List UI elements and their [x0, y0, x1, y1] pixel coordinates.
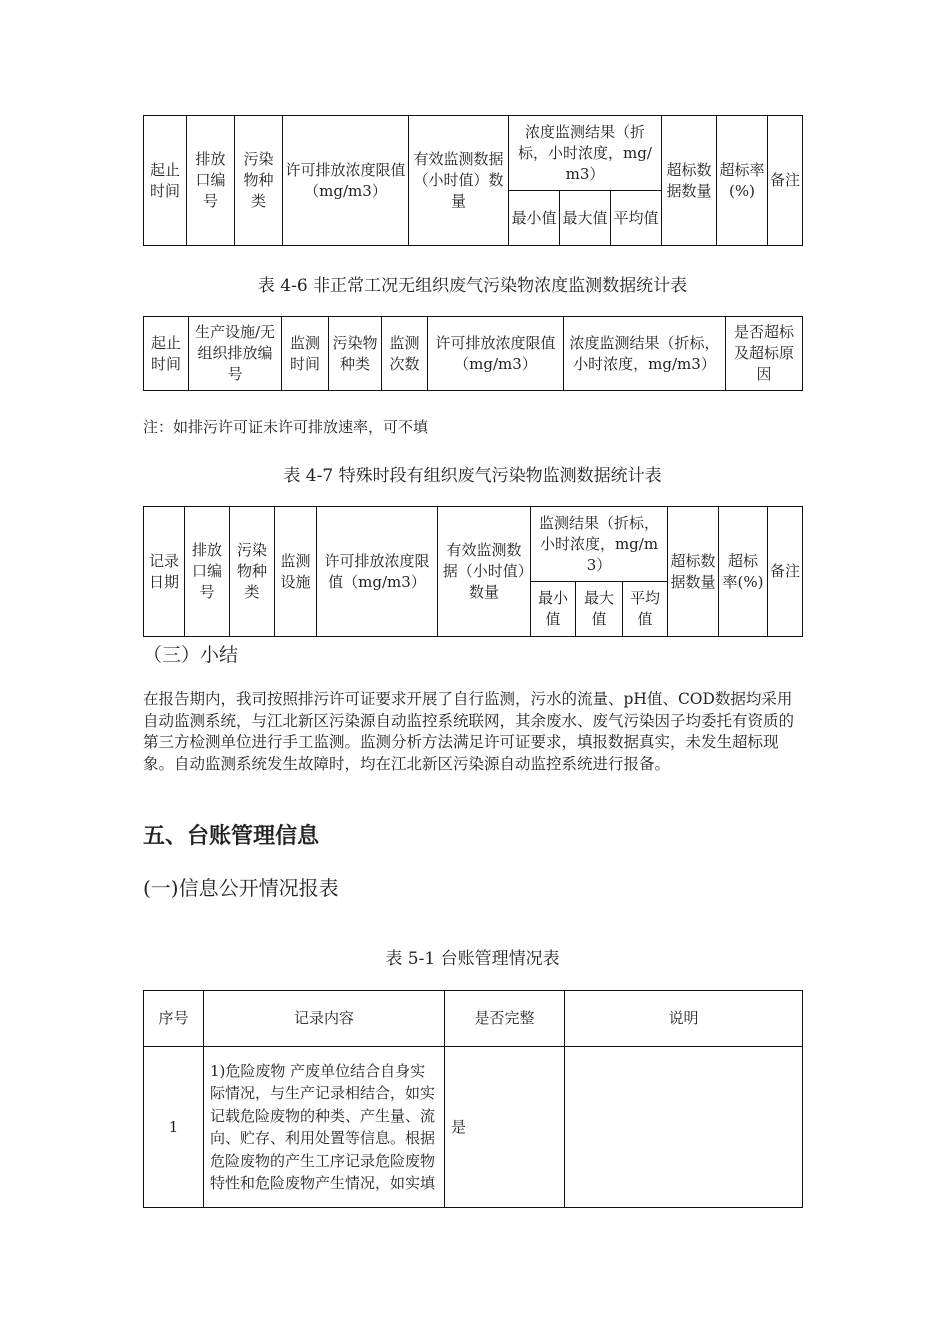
header-cell: 备注: [768, 116, 803, 246]
summary-paragraph: 在报告期内，我司按照排污许可证要求开展了自行监测，污水的流量、pH值、COD数据均采用自动监测系统，与江北新区污染源自动监控系统联网，其余废水、废气污染因子均委托有资质的第三方检测单位进行手工监测。监测分析方法满足许可证要求，填报数据真实，未发生超标现象。自动监测系统发生故障时，均在江北新区污染源自动监控系统进行报备。: [143, 690, 795, 773]
table-row: [144, 1047, 803, 1208]
header-cell: 监测时间: [282, 317, 329, 391]
header-cell: 起止时间: [144, 116, 187, 246]
section-heading: 五、台账管理信息: [143, 824, 320, 849]
header-cell: 污染物种类: [329, 317, 382, 391]
header-cell: 备注: [768, 507, 803, 637]
header-cell: 监测次数: [382, 317, 428, 391]
header-cell: 超标数据数量: [662, 116, 717, 246]
completeness: 是: [445, 1047, 565, 1208]
table-4-6: [143, 316, 803, 391]
header-cell: 超标数据数量: [668, 507, 719, 637]
header-cell: 起止时间: [144, 317, 189, 391]
row-number: 1: [144, 1047, 204, 1208]
sub-header-cell: 平均值: [611, 191, 662, 246]
table-note: 注：如排污许可证未许可排放速率，可不填: [143, 418, 429, 436]
sub-header-cell: 最小值: [509, 191, 560, 246]
section-subheading: (一)信息公开情况报表: [143, 876, 339, 900]
table-4-7: [143, 506, 803, 637]
header-cell: 有效监测数据（小时值）数量: [409, 116, 509, 246]
header-cell: 说明: [565, 991, 803, 1047]
header-cell: 排放口编号: [185, 507, 230, 637]
table-4-6-caption: 表 4-6 非正常工况无组织废气污染物浓度监测数据统计表: [257, 276, 688, 296]
sub-header-cell: 最大值: [560, 191, 611, 246]
header-cell: 监测设施: [275, 507, 317, 637]
table-5-1-caption: 表 5-1 台账管理情况表: [385, 949, 560, 969]
header-cell: 记录内容: [204, 991, 445, 1047]
header-cell: 污染物种类: [235, 116, 283, 246]
remark: [565, 1047, 803, 1208]
table-4-7-caption: 表 4-7 特殊时段有组织废气污染物监测数据统计表: [283, 466, 662, 486]
header-cell: 序号: [144, 991, 204, 1047]
header-cell: 浓度监测结果（折标，小时浓度，mg/m3）: [509, 116, 662, 191]
header-cell: 监测结果（折标，小时浓度，mg/m3）: [531, 507, 668, 582]
sub-header-cell: 最小值: [531, 582, 576, 637]
header-cell: 有效监测数据（小时值）数量: [438, 507, 531, 637]
table-5-1: [143, 990, 803, 1208]
header-cell: 是否超标及超标原因: [726, 317, 803, 391]
record-content: 1)危险废物 产废单位结合自身实际情况，与生产记录相结合，如实记载危险废物的种类、产生量、流向、贮存、利用处置等信息。根据危险废物的产生工序记录危险废物特性和危险废物产生情况，如实填: [204, 1047, 445, 1208]
table-4-5: [143, 115, 803, 246]
summary-heading: （三）小结: [143, 644, 239, 666]
header-cell: 许可排放浓度限值（mg/m3）: [428, 317, 564, 391]
header-cell: 记录日期: [144, 507, 185, 637]
sub-header-cell: 平均值: [623, 582, 668, 637]
header-cell: 许可排放浓度限值（mg/m3）: [317, 507, 438, 637]
header-cell: 超标率(%): [719, 507, 768, 637]
header-cell: 是否完整: [445, 991, 565, 1047]
header-cell: 污染物种类: [230, 507, 275, 637]
header-cell: 许可排放浓度限值（mg/m3）: [283, 116, 409, 246]
header-cell: 生产设施/无组织排放编号: [189, 317, 282, 391]
sub-header-cell: 最大值: [576, 582, 623, 637]
header-cell: 排放口编号: [187, 116, 235, 246]
header-cell: 超标率(%): [717, 116, 768, 246]
header-cell: 浓度监测结果（折标，小时浓度，mg/m3）: [564, 317, 726, 391]
